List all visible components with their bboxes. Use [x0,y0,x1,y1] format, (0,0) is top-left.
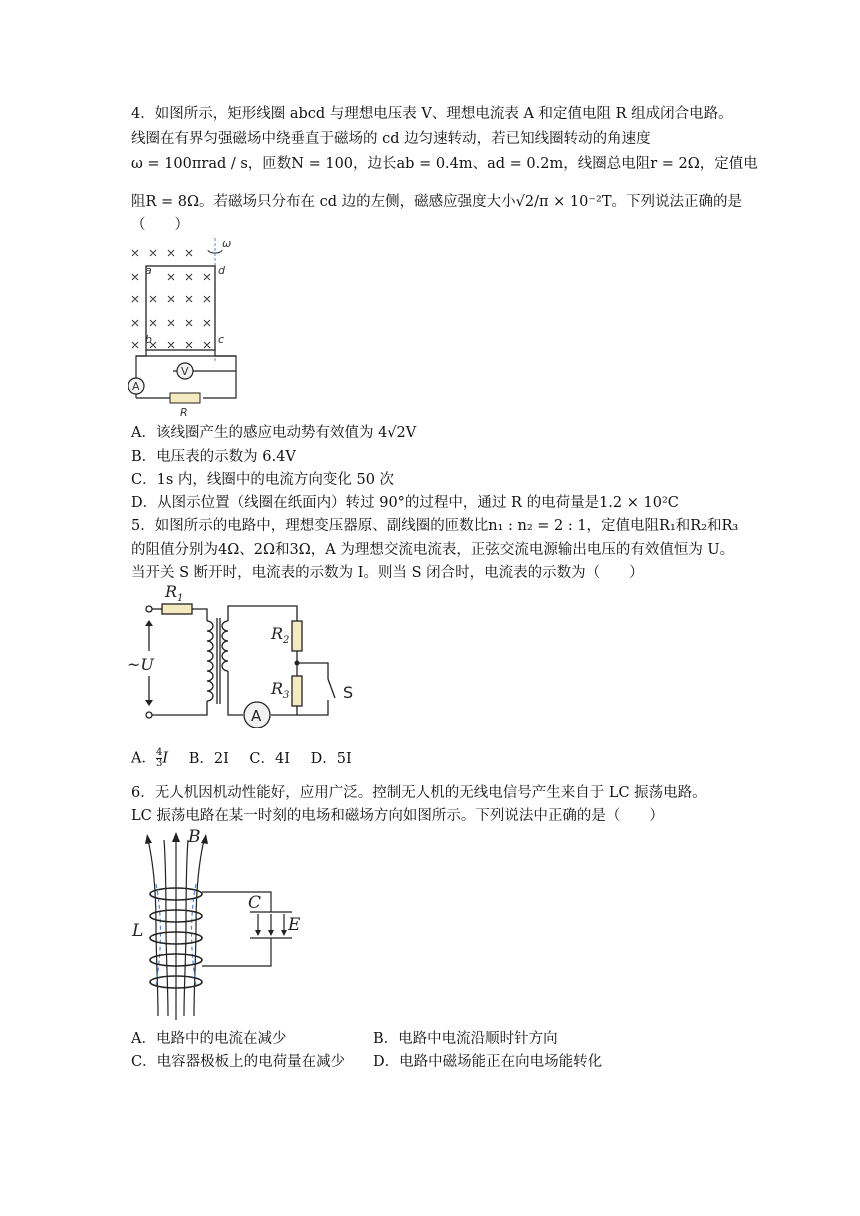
q4-option-d: D．从图示位置（线圈在纸面内）转过 90°的过程中，通过 R 的电荷量是1.2 × 10²C [131,495,679,511]
q4-option-c: C．1s 内，线圈中的电流方向变化 50 次 [131,472,395,488]
svg-text:S: S [343,683,354,702]
svg-text:c: c [218,333,225,346]
coil-rectangle [146,266,215,350]
q6-line-2: LC 振荡电路在某一时刻的电场和磁场方向如图所示。下列说法中正确的是（ ） [131,808,664,824]
q5-transformer-circuit-figure [125,576,365,728]
q4-coil-circuit-figure [128,236,243,418]
omega-label: ω [222,237,232,250]
q4-line-3: ω = 100πrad / s，匝数N = 100，边长ab = 0.4m、ad = 0.2m，线圈总电阻r = 2Ω，定值电 [131,156,758,172]
q4-option-a: A．该线圈产生的感应电动势有效值为 4√2V [131,425,417,441]
resistor-r [170,393,200,403]
q6-lc-circuit-figure [128,826,308,1022]
q5-line-2: 的阻值分别为4Ω、2Ω和3Ω，A 为理想交流电流表，正弦交流电源输出电压的有效值恒为 U。 [131,542,735,558]
svg-text:A: A [132,380,140,393]
q4-line-2: 线圈在有界匀强磁场中绕垂直于磁场的 cd 边匀速转动，若已知线圈转动的角速度 [131,131,651,147]
svg-text:E: E [288,915,301,935]
svg-text:V: V [181,365,189,378]
q5-line-3: 当开关 S 断开时，电流表的示数为 I。则当 S 闭合时，电流表的示数为（ ） [131,565,644,581]
svg-text:a: a [145,264,152,277]
q6-option-d: D．电路中磁场能正在向电场能转化 [373,1054,603,1070]
svg-text:B: B [188,827,201,847]
magnetic-field-crosses [132,250,210,348]
q5-options: A． $\frac{4}{3}$ I B．2I C．4I D．5I [131,747,352,769]
svg-text:R2: $R_2$ [271,624,290,646]
svg-text:C: C [248,893,262,913]
q4-line-1: 4．如图所示，矩形线圈 abcd 与理想电压表 V、理想电流表 A 和定值电阻 R 组成闭合电路。 [131,106,733,122]
svg-text:~U: ~U [127,655,154,674]
svg-text:L: L [132,921,144,941]
q6-option-c: C．电容器极板上的电荷量在减少 [131,1054,346,1070]
q4-option-b: B．电压表的示数为 6.4V [131,449,296,465]
q4-line-5: （ ） [131,217,189,233]
svg-text:b: b [145,333,152,346]
svg-text:R3: $R_3$ [271,679,290,701]
svg-text:R: R [180,406,188,418]
q6-option-a: A．电路中的电流在减少 [131,1031,287,1047]
q5-line-1: 5．如图所示的电路中，理想变压器原、副线圈的匝数比n₁ : n₂ = 2 : 1，定值电阻R₁和R₂和R₃ [131,518,739,534]
q4-line-4: 阻R = 8Ω。若磁场只分布在 cd 边的左侧，磁感应强度大小√2/π × 10⁻²T。下列说法正确的是 [131,194,742,210]
svg-text:R1: $R_1$ [165,582,184,604]
svg-text:A: A [251,707,262,725]
svg-text:d: d [218,264,225,277]
q6-option-b: B．电路中电流沿顺时针方向 [373,1031,558,1047]
q6-line-1: 6．无人机因机动性能好，应用广泛。控制无人机的无线电信号产生来自于 LC 振荡电路。 [131,785,707,801]
